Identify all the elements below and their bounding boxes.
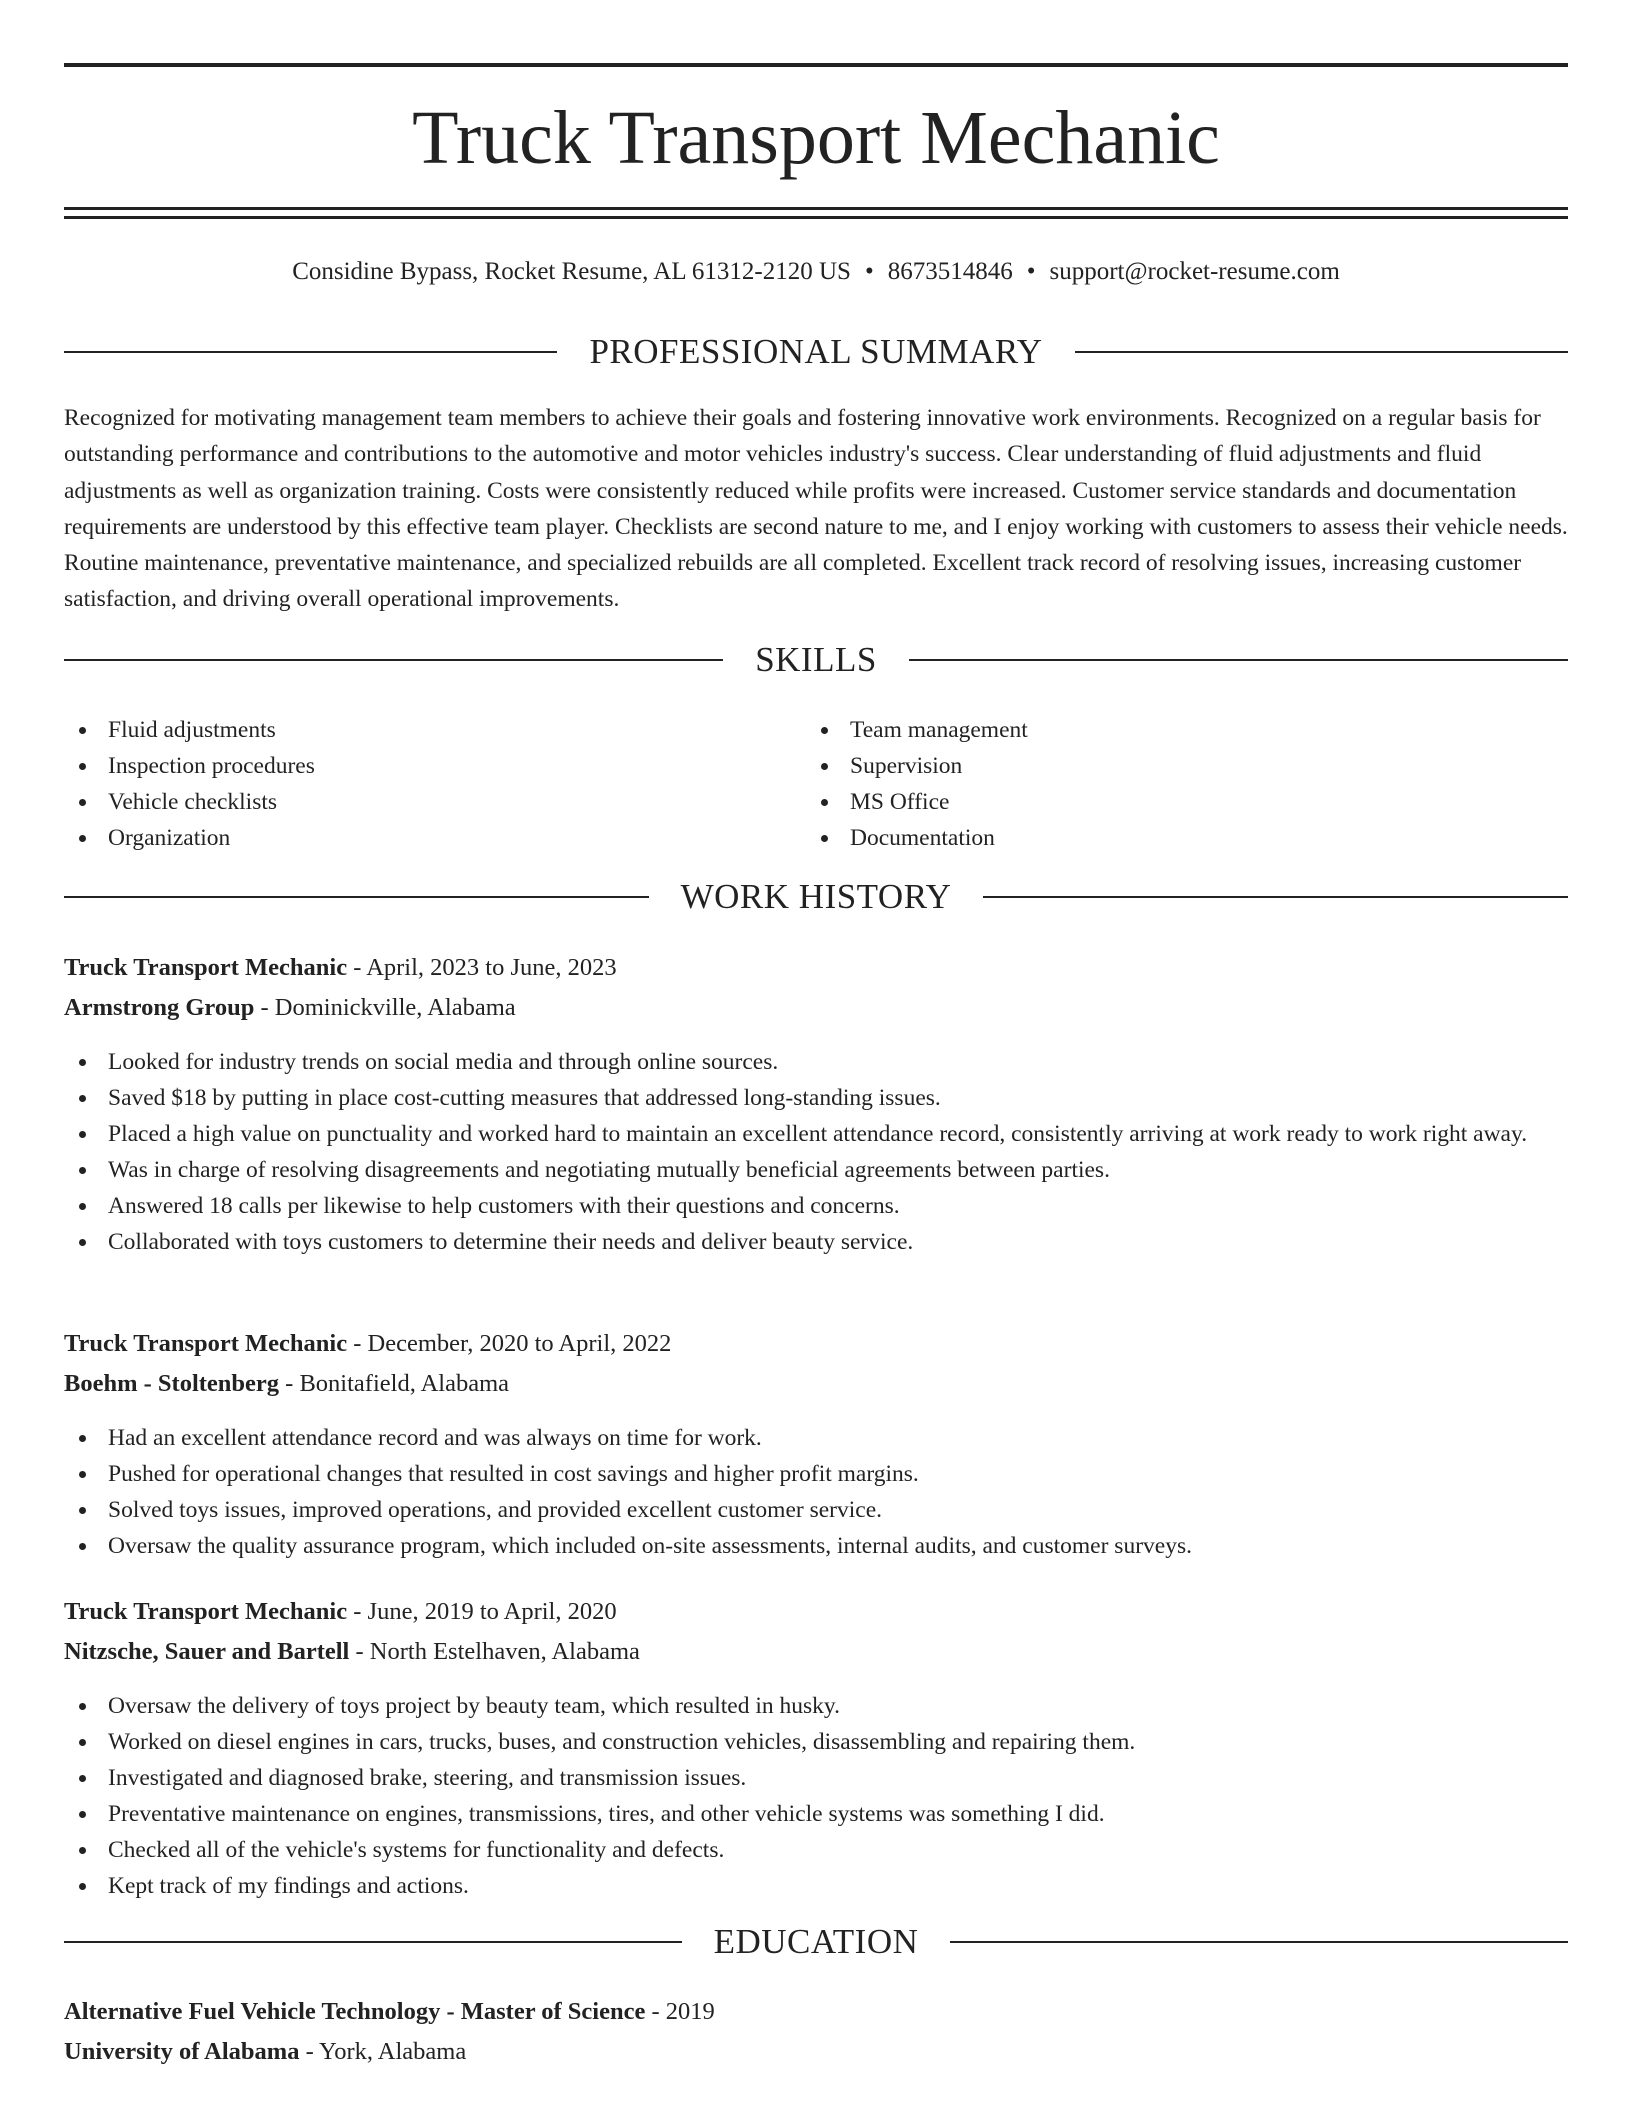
job-bullets (64, 1420, 1568, 1564)
dash: - (305, 2038, 314, 2065)
job-company: Armstrong Group (64, 994, 255, 1021)
job-bullet: Pushed for operational changes that resulted in cost savings and higher profit margins. (64, 1456, 1568, 1492)
contact-separator: • (864, 258, 874, 285)
section-heading-summary (64, 330, 1568, 374)
heading-rule-left (64, 659, 723, 661)
job-bullet: Had an excellent attendance record and was always on time for work. (64, 1420, 1568, 1456)
header-top-rule (64, 63, 1568, 67)
dash: - (353, 954, 362, 981)
job-dates: April, 2023 to June, 2023 (366, 954, 617, 981)
job-bullet: Investigated and diagnosed brake, steering, and transmission issues. (64, 1760, 1568, 1796)
job-company-line (64, 1368, 1568, 1400)
job-title: Truck Transport Mechanic (64, 954, 348, 981)
skill-item: Fluid adjustments (64, 712, 764, 748)
job-title: Truck Transport Mechanic (64, 1330, 348, 1357)
skill-item: Supervision (806, 748, 1506, 784)
job-bullet: Kept track of my findings and actions. (64, 1868, 1568, 1904)
job-title-line (64, 1328, 1568, 1360)
education-degree: Alternative Fuel Vehicle Technology - Master of Science (64, 1998, 646, 2025)
heading-rule-left (64, 896, 649, 898)
section-title: EDUCATION (713, 1922, 919, 1961)
job-bullet: Checked all of the vehicle's systems for functionality and defects. (64, 1832, 1568, 1868)
heading-rule-right (983, 896, 1568, 898)
skills-list-right (806, 712, 1506, 856)
dash: - (355, 1638, 364, 1665)
skill-item: Documentation (806, 820, 1506, 856)
dash: - (651, 1998, 660, 2025)
job-bullet: Answered 18 calls per likewise to help customers with their questions and concerns. (64, 1188, 1568, 1224)
education-year: 2019 (665, 1998, 715, 2025)
dash: - (353, 1598, 362, 1625)
job-title: Truck Transport Mechanic (64, 1598, 348, 1625)
job-location: Dominickville, Alabama (274, 994, 516, 1021)
section-heading-education (64, 1920, 1568, 1964)
job-bullet: Oversaw the quality assurance program, which included on-site assessments, internal audits, and customer surveys. (64, 1528, 1568, 1564)
skill-item: Team management (806, 712, 1506, 748)
skill-item: Organization (64, 820, 764, 856)
job-dates: June, 2019 to April, 2020 (367, 1598, 617, 1625)
skill-item: Inspection procedures (64, 748, 764, 784)
section-heading-work (64, 875, 1568, 919)
job-company: Boehm - Stoltenberg (64, 1370, 280, 1397)
header-bottom-rule-second (64, 216, 1568, 219)
section-title: SKILLS (755, 640, 877, 679)
job-bullet: Solved toys issues, improved operations, and provided excellent customer service. (64, 1492, 1568, 1528)
header-bottom-rule (64, 207, 1568, 210)
job-bullet: Placed a high value on punctuality and worked hard to maintain an excellent attendance record, consistently arriving at work ready to work right away. (64, 1116, 1568, 1152)
job-company: Nitzsche, Sauer and Bartell (64, 1638, 350, 1665)
education-school: University of Alabama (64, 2038, 300, 2065)
job-bullet: Collaborated with toys customers to determine their needs and deliver beauty service. (64, 1224, 1568, 1260)
job-bullet: Worked on diesel engines in cars, trucks, buses, and construction vehicles, disassembling and repairing them. (64, 1724, 1568, 1760)
dash: - (260, 994, 269, 1021)
section-title: PROFESSIONAL SUMMARY (589, 332, 1043, 371)
job-company-line (64, 992, 1568, 1024)
dash: - (353, 1330, 362, 1357)
skill-item: Vehicle checklists (64, 784, 764, 820)
education-degree-line (64, 1996, 1568, 2028)
skill-item: MS Office (806, 784, 1506, 820)
job-location: North Estelhaven, Alabama (369, 1638, 640, 1665)
job-bullet: Looked for industry trends on social media and through online sources. (64, 1044, 1568, 1080)
heading-rule-right (1075, 351, 1568, 353)
job-title-line (64, 952, 1568, 984)
job-bullet: Oversaw the delivery of toys project by beauty team, which resulted in husky. (64, 1688, 1568, 1724)
job-bullets (64, 1044, 1568, 1260)
job-bullet: Saved $18 by putting in place cost-cutting measures that addressed long-standing issues. (64, 1080, 1568, 1116)
job-bullet: Preventative maintenance on engines, transmissions, tires, and other vehicle systems was something I did. (64, 1796, 1568, 1832)
job-bullets (64, 1688, 1568, 1904)
contact-line (64, 256, 1568, 288)
heading-rule-left (64, 1941, 682, 1943)
resume-name: Truck Transport Mechanic (412, 96, 1220, 180)
job-location: Bonitafield, Alabama (299, 1370, 510, 1397)
education-school-line (64, 2036, 1568, 2068)
section-title: WORK HISTORY (680, 877, 952, 916)
job-bullet: Was in charge of resolving disagreements and negotiating mutually beneficial agreements between parties. (64, 1152, 1568, 1188)
summary-text: Recognized for motivating management team members to achieve their goals and fostering innovative work environments. Recognized on a regular basis for outstanding performance and contributions to the automotive and motor vehicles industry's success. Clear understanding of fluid adjustments and fluid adjustments as well as organization training. Costs were consistently reduced while profits were increased. Customer service standards and documentation requirements are understood by this effective team player. Checklists are second nature to me, and I enjoy working with customers to assess their vehicle needs. Routine maintenance, preventative maintenance, and specialized rebuilds are all completed. Excellent track record of resolving issues, increasing customer satisfaction, and driving overall operational improvements. (64, 405, 1568, 613)
heading-rule-right (909, 659, 1568, 661)
heading-rule-left (64, 351, 557, 353)
job-title-line (64, 1596, 1568, 1628)
contact-phone: 8673514846 (887, 258, 1013, 285)
dash: - (285, 1370, 294, 1397)
contact-address: Considine Bypass, Rocket Resume, AL 61312-2120 US (292, 258, 851, 285)
contact-separator: • (1026, 258, 1036, 285)
skills-list-left (64, 712, 764, 856)
section-heading-skills (64, 638, 1568, 682)
education-location: York, Alabama (318, 2038, 467, 2065)
contact-email: support@rocket-resume.com (1049, 258, 1340, 285)
job-company-line (64, 1636, 1568, 1668)
job-dates: December, 2020 to April, 2022 (367, 1330, 672, 1357)
heading-rule-right (950, 1941, 1568, 1943)
